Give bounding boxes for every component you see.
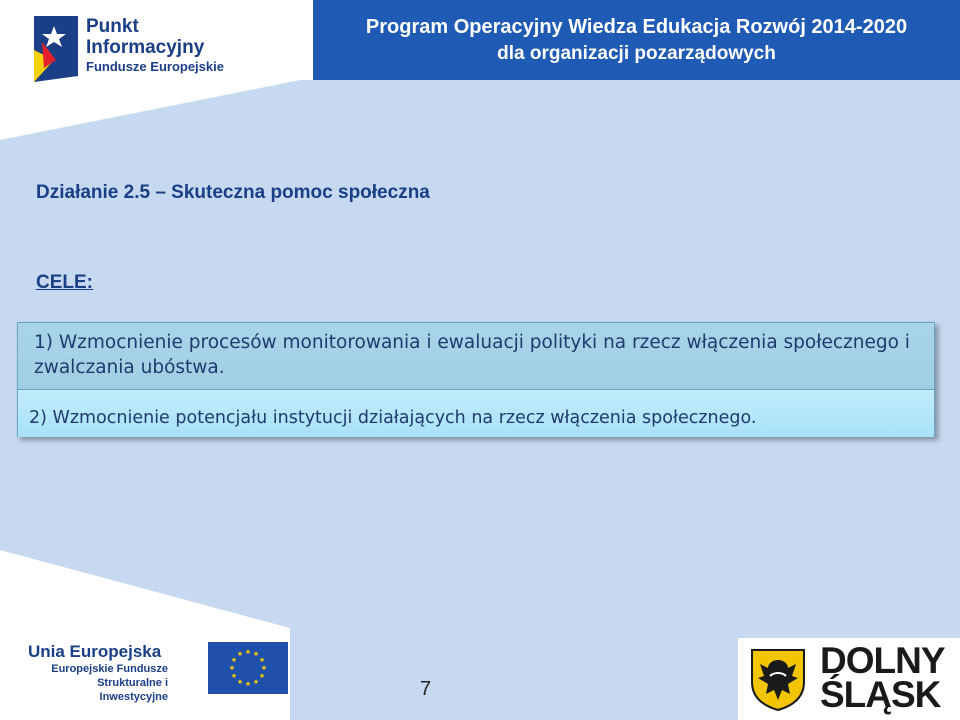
fe-logo-icon (30, 12, 84, 84)
eu-flag-icon (208, 642, 288, 694)
svg-text:★: ★ (260, 664, 268, 672)
region-line-slask: ŚLĄSK (820, 674, 941, 715)
logo-line-punkt: Punkt (86, 16, 139, 37)
eu-logo-line-2: Europejskie Fundusze (51, 663, 168, 675)
program-header (313, 0, 960, 80)
svg-text:★: ★ (236, 650, 244, 658)
svg-text:★: ★ (236, 678, 244, 686)
action-title: Działanie 2.5 – Skuteczna pomoc społeczna (36, 182, 430, 203)
program-subtitle: dla organizacji pozarządowych (497, 43, 776, 64)
eu-logo-line-3: Strukturalne i Inwestycyjne (97, 677, 168, 703)
svg-text:★: ★ (258, 672, 266, 680)
svg-text:★: ★ (230, 656, 238, 664)
eagle-crest-icon (748, 646, 808, 712)
punkt-informacyjny-logo (30, 12, 240, 84)
logo-line-fundusze: Fundusze Europejskie (86, 59, 224, 74)
svg-text:★: ★ (244, 680, 252, 688)
goal-item-1: 1) Wzmocnienie procesów monitorowania i ewaluacji polityki na rzecz włączenia społecznego i zwalczania ubóstwa. (18, 323, 934, 390)
goal-item-2: 2) Wzmocnienie potencjału instytucji działających na rzecz włączenia społecznego. (18, 390, 934, 437)
region-line-dolny: DOLNY (820, 640, 945, 681)
eu-funds-logo (28, 642, 268, 703)
logo-line-informacyjny: Informacyjny (86, 37, 205, 58)
page-number: 7 (420, 678, 432, 700)
dolny-slask-logo (738, 638, 960, 720)
program-title: Program Operacyjny Wiedza Edukacja Rozwój 2014-2020 (365, 16, 908, 38)
eu-logo-line-1: Unia Europejska (28, 642, 162, 661)
svg-text:★: ★ (252, 650, 260, 658)
svg-text:★: ★ (228, 664, 236, 672)
svg-text:★: ★ (252, 678, 260, 686)
svg-text:★: ★ (244, 648, 252, 656)
goals-heading: CELE: (36, 272, 93, 293)
goals-list (17, 322, 935, 437)
svg-text:★: ★ (258, 656, 266, 664)
svg-text:★: ★ (230, 672, 238, 680)
